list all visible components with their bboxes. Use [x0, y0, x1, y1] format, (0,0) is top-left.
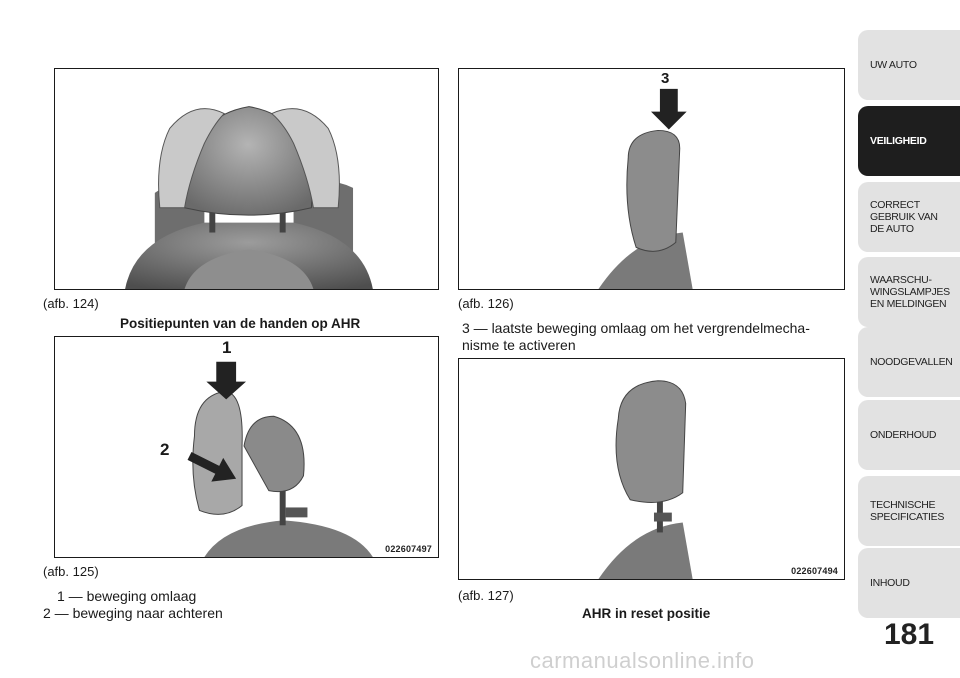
headrest-lock-illustration: [459, 69, 844, 289]
figure-ref: (afb. 124): [43, 296, 99, 311]
watermark: carmanualsonline.info: [530, 648, 755, 673]
figure-code: 022607494: [791, 566, 838, 576]
marker-2: 2: [160, 440, 170, 459]
figure-legend: [462, 320, 810, 354]
figure-127: [458, 358, 845, 580]
marker-1: 1: [222, 338, 232, 357]
tab-onderhoud[interactable]: ONDERHOUD: [858, 400, 960, 470]
figure-126: [458, 68, 845, 290]
figure-caption: Positiepunten van de handen op AHR: [120, 316, 361, 331]
headrest-move-illustration: [55, 337, 438, 557]
tab-technische-specificaties[interactable]: TECHNISCHE SPECIFICATIES: [858, 476, 960, 546]
legend-line: nisme te activeren: [462, 337, 576, 353]
tab-veiligheid[interactable]: VEILIGHEID: [858, 106, 960, 176]
tab-inhoud[interactable]: INHOUD: [858, 548, 960, 618]
figure-124: [54, 68, 439, 290]
tab-uw-auto[interactable]: UW AUTO: [858, 30, 960, 100]
figure-legend: [43, 588, 223, 622]
figure-code: 022607492: [385, 276, 432, 286]
marker-3: 3: [661, 70, 670, 87]
tab-waarschuwingslampjes[interactable]: WAARSCHU- WINGSLAMPJES EN MELDINGEN: [858, 257, 960, 327]
page-number: 181: [883, 618, 935, 651]
figure-ref: (afb. 125): [43, 564, 99, 579]
legend-line: 1 — beweging omlaag: [57, 588, 197, 604]
figure-ref: (afb. 126): [458, 296, 514, 311]
figure-caption: AHR in reset positie: [582, 606, 711, 621]
tab-noodgevallen[interactable]: NOODGEVALLEN: [858, 327, 960, 397]
legend-line: 3 — laatste beweging omlaag om het vergrendelmecha-: [462, 320, 810, 336]
tab-correct-gebruik[interactable]: CORRECT GEBRUIK VAN DE AUTO: [858, 182, 960, 252]
headrest-hands-illustration: [55, 69, 438, 289]
figure-125: [54, 336, 439, 558]
figure-ref: (afb. 127): [458, 588, 514, 603]
figure-code: 022607497: [385, 544, 432, 554]
headrest-reset-illustration: [459, 359, 844, 579]
legend-line: 2 — beweging naar achteren: [43, 605, 223, 621]
figure-code: 022607757: [791, 276, 838, 286]
